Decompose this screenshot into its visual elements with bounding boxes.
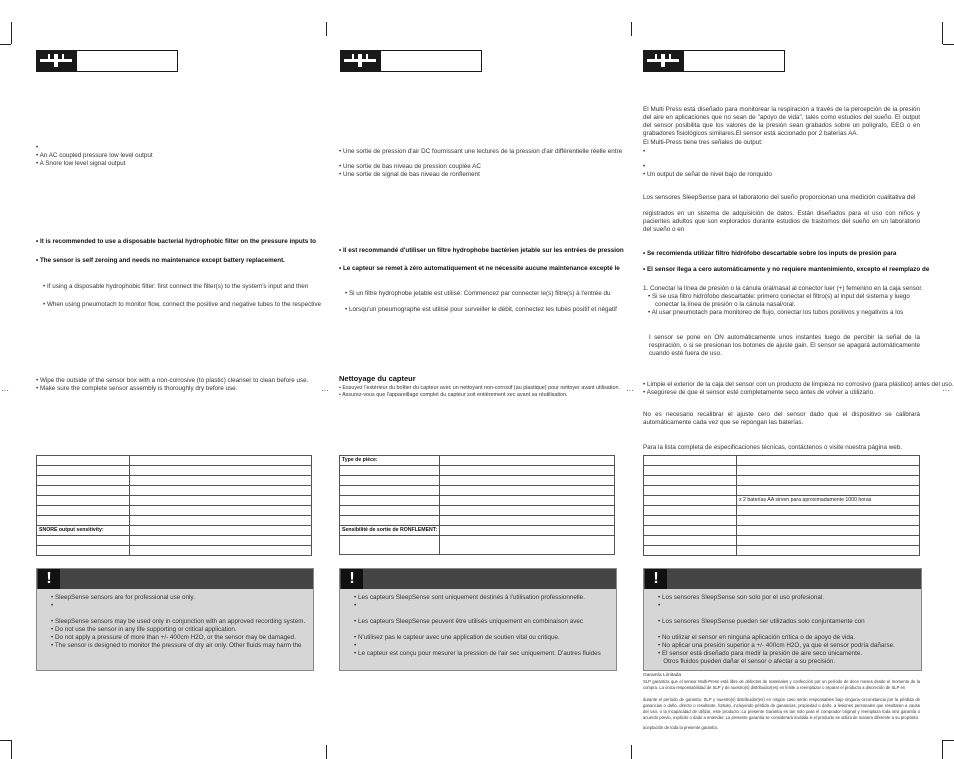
crop-mark bbox=[11, 22, 12, 44]
spec-table bbox=[36, 455, 312, 556]
output-bullet: • A Snore low level signal output bbox=[36, 160, 126, 167]
recalibration-paragraph: No es necesario recalibrar el ajuste cero del sensor dado que el dispositivo se calibrará automáticamente cada vez que se repongan las baterías. bbox=[643, 411, 920, 426]
warning-item: • Los sensores SleepSense pueden ser utilizados solo conjuntamente con bbox=[658, 618, 865, 625]
warning-item: Otros fluidos pueden dañar el sensor o afectar a su precisión. bbox=[658, 658, 836, 665]
output-bullet: • Une sortie de signal de bas niveau de ronflement bbox=[339, 171, 480, 178]
warning-item: • bbox=[658, 602, 661, 609]
warranty-text: aceptación de toda la presente garantía. bbox=[643, 725, 718, 730]
output-bullet: • bbox=[643, 163, 646, 170]
crop-mark bbox=[942, 22, 943, 44]
cleaning-step: • Wipe the outside of the sensor box with a non-corrosive (to plastic) cleanser to clean before use. bbox=[36, 377, 309, 384]
spec-label: SNORE output sensitivity: bbox=[37, 526, 130, 536]
spec-value: x 2 baterías AA sirven para aproximadamente 1000 horas bbox=[737, 496, 920, 506]
fold-dots: ··· bbox=[626, 386, 634, 395]
warranty-text: SLP garantiza que el sensor Multi-Press está libre de defectos de materiales y confección por un período de doce meses desde el momento de la compra. La única responsabilidad de SLP y de nuestro(s) distribuidor(es) en límite a reemplazar o reparar el producto a discreción de SLP en bbox=[643, 679, 920, 690]
setup-step: • Al usar pneumotach para monitoreo de flujo, conectar los tubos positivos y negativos a los bbox=[648, 309, 904, 316]
warning-box bbox=[643, 568, 922, 671]
spec-label: Type de pièce: bbox=[340, 456, 440, 466]
exclamation-icon: ! bbox=[38, 569, 60, 589]
setup-step: 1. Conectar la línea de presión o la cánula oral/nasal al conector luer (+) femenino en la caja sensor. bbox=[643, 285, 923, 292]
brand-logo bbox=[643, 50, 785, 72]
cleaning-heading: Nettoyage du capteur bbox=[339, 374, 416, 383]
output-bullet: • Une sortie de bas niveau de pression couplée AC bbox=[339, 163, 481, 170]
crop-mark bbox=[11, 740, 12, 759]
warning-item: • SleepSense sensors are for professional use only. bbox=[51, 594, 195, 601]
fold-dots: ··· bbox=[1, 386, 9, 395]
auto-on-paragraph: I sensor se pone en ON automáticamente unos instantes luego de percibir la señal de la respiración, o si se presionan los botones de ajuste gain. El sensor se apagará automáticamente cuando esté fuera de uso. bbox=[649, 334, 920, 357]
fold-dots: ··· bbox=[321, 386, 329, 395]
crop-mark bbox=[943, 740, 954, 741]
crop-mark bbox=[943, 44, 954, 45]
brand-logo bbox=[36, 50, 178, 72]
warning-header bbox=[340, 569, 616, 589]
warning-box bbox=[339, 568, 617, 671]
outputs-heading: El Multi-Press tiene tres señales de output: bbox=[643, 139, 763, 146]
warning-line: • The sensor is self zeroing and needs no maintenance except battery replacement. bbox=[36, 257, 285, 264]
warning-item: • bbox=[354, 642, 357, 649]
warning-item: • Le capteur est conçu pour mesurer la pression de l'air sec uniquement. D'autres fluides bbox=[354, 650, 601, 657]
warning-line: • Il est recommandé d'utiliser un filtre hydrophobe bactérien jetable sur les entrées de pression bbox=[339, 247, 624, 254]
warning-header bbox=[644, 569, 921, 589]
warning-item bbox=[354, 610, 601, 618]
output-bullet: • Une sortie de pression d'air DC fournissant une lectures de la pression d'air différentielle réelle entre bbox=[339, 148, 623, 155]
intro-paragraph: El Multi Press está diseñado para monitorear la respiración a través de la percepción de la presión del aire en aplicaciones que no sean de "apoyo de vida", tales como estudios del sueño. El output del sensor posibilita que los valores de la presión sean grabados sobre un polígrafo, EEG o en grabadores fisiológicos similares.El sensor está accionado por 2 baterías AA. bbox=[643, 106, 920, 137]
output-bullet: • bbox=[36, 144, 39, 151]
crop-mark bbox=[942, 740, 943, 759]
fold-mark bbox=[631, 22, 632, 36]
crop-mark bbox=[0, 44, 11, 45]
cleaning-step: • Assurez-vous que l'appareillage complet du capteur soit entièrement sec avant sa réutilisation. bbox=[339, 392, 568, 398]
setup-step: • If using a disposable hydrophobic filter: first connect the filter(s) to the system's input and then bbox=[43, 283, 309, 290]
cleaning-step: • Asegúrese de que el sensor esté completamente seco antes de volver a utilizarlo. bbox=[643, 389, 875, 396]
warning-item: • No aplicar una presión superior a +/- 400cm H2O, ya que el sensor podría dañarse. bbox=[658, 642, 895, 649]
output-bullet: • bbox=[643, 148, 646, 155]
warning-item: • bbox=[354, 602, 357, 609]
warning-item bbox=[354, 626, 601, 634]
setup-step: • Lorsqu'un pneumographe est utilisé pour surveiller le débit, connectez les tubes positif et négatif bbox=[345, 306, 617, 313]
warning-item: • El sensor está diseñado para medir la presión de aire seco únicamente. bbox=[658, 650, 863, 657]
warning-item: • No utilizar el sensor en ninguna aplicación crítica o de apoyo de vida. bbox=[658, 634, 856, 641]
warning-line: • El sensor llega a cero automáticamente y no requiere mantenimiento, excepto el reemplazo de bbox=[643, 266, 930, 273]
exclamation-icon: ! bbox=[341, 569, 363, 589]
cleaning-step: • Essuyez l'extérieur du boîtier du capteur avec un nettoyant non-corrosif (au plastique) pour nettoyer avant utilisation. bbox=[339, 385, 620, 391]
setup-step: • When using pneumotach to monitor flow, connect the positive and negative tubes to the respective bbox=[43, 301, 322, 308]
fold-dots: ··· bbox=[942, 386, 950, 395]
cleaning-step: • Make sure the complete sensor assembly is thoroughly dry before use. bbox=[36, 385, 238, 392]
warning-item: • Les capteurs SleepSense peuvent être utilisés uniquement en combinaison avec bbox=[354, 618, 584, 625]
setup-step: conectar la línea de presión o la cánula nasal/oral. bbox=[655, 301, 796, 308]
warning-item: • N'utilisez pas le capteur avec une application de soutien vital ou critique. bbox=[354, 634, 560, 641]
output-bullet: • Un output de señal de nivel bajo de ronquido bbox=[643, 171, 772, 178]
spec-label: Sensibilité de sortie de RONFLEMENT: bbox=[340, 526, 440, 536]
warning-item bbox=[51, 610, 305, 618]
output-bullet: • An AC coupled pressure low level output bbox=[36, 152, 153, 159]
warning-box bbox=[36, 568, 314, 671]
warning-line: • Le capteur se remet à zéro automatiquement et ne nécessite aucune maintenance excepté le bbox=[339, 265, 620, 272]
crop-mark bbox=[0, 740, 11, 741]
warranty-text: durante el período de garantía. SLP y nuestro(s) distribuidor(es) en ningún caso serán responsables bajo ninguna circunstancia por la pérdida de ganancias o daño, directo o resultante, fortuito, incluyendo pérdida de ganancias, propiedad o daño, a lesiones personales que resultaren a causa del uso, o la incapacidad de utilizar, este producto. La presente Garantía es tan solo para el comprador original y reemplaza toda otra garantía o acuerdo previo, explícito o dado a entender. La presente garantía se considerará inválida si el producto se utiliza de manera diferente a su propósito bbox=[643, 697, 920, 720]
setup-step: • Si se usa filtro hidrófobo descartable: primero conectar el filtro(s) al input del sistema y luego bbox=[648, 293, 910, 300]
fold-mark bbox=[326, 745, 327, 759]
cleaning-step: • Limpie el exterior de la caja del sensor con un producto de limpieza no corrosivo (para plástico) antes del uso. bbox=[643, 381, 954, 388]
warning-item: • SleepSense sensors may be used only in conjunction with an approved recording system. bbox=[51, 618, 306, 625]
specs-note: Para la lista completa de especificaciones técnicas, contáctenos o visite nuestra página web. bbox=[643, 444, 903, 451]
fold-mark bbox=[326, 22, 327, 36]
warning-header bbox=[37, 569, 313, 589]
warning-line: • Se recomienda utilizar filtro hidrófobo descartable sobre los inputs de presión para bbox=[643, 250, 897, 257]
spec-table bbox=[339, 455, 615, 555]
warning-item: • Do not use the sensor in any life supporting or critical application. bbox=[51, 626, 237, 633]
intro-paragraph: registrados en un sistema de adquisición de datos. Están diseñados para el uso con niños y pacientes adultos que son explorados durante estudios de trastornos del sueño en un laboratorio del sueño o en bbox=[643, 210, 920, 233]
warning-item: • The sensor is designed to monitor the pressure of dry air only. Other fluids may harm the bbox=[51, 642, 302, 649]
spec-table bbox=[643, 455, 920, 556]
warning-item: • Les capteurs SleepSense sont uniquement destinés à l'utilisation professionnelle. bbox=[354, 594, 585, 601]
warning-item: • Los sensores SleepSense son solo por el uso profesional. bbox=[658, 594, 825, 601]
fold-mark bbox=[631, 745, 632, 759]
setup-step: • Si un filtre hydrophobe jetable est utilisé: Commencez par connecter le(s) filtre(s) à l'entrée du bbox=[345, 290, 611, 297]
warning-item bbox=[658, 626, 895, 634]
exclamation-icon: ! bbox=[645, 569, 667, 589]
brand-logo bbox=[340, 50, 482, 72]
warning-item: • bbox=[51, 602, 54, 609]
warranty-title: Garantía Limitada bbox=[643, 673, 682, 678]
warning-line: • It is recommended to use a disposable bacterial hydrophobic filter on the pressure inputs to bbox=[36, 238, 317, 245]
intro-paragraph: Los sensores SleepSense para el laboratorio del sueño proporcionan una medición cualitativa del bbox=[643, 194, 916, 201]
warning-item bbox=[658, 610, 895, 618]
warning-item: • Do not apply a pressure of more than +/- 400cm H2O, or the sensor may be damaged. bbox=[51, 634, 296, 641]
